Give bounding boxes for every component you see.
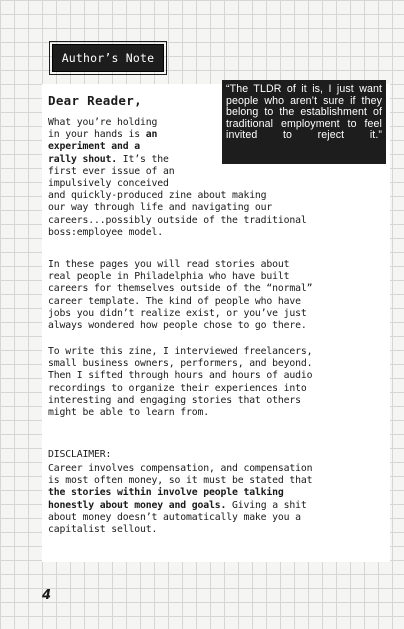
author-note-tag: Author’s Note bbox=[52, 44, 164, 72]
disclaimer-paragraph bbox=[48, 463, 312, 536]
line: Then I sifted through hours and hours of audio bbox=[48, 370, 313, 382]
line: about money doesn’t automatically make you a bbox=[48, 511, 301, 523]
line: career template. The kind of people who have bbox=[48, 295, 301, 307]
line: in your hands is bbox=[48, 129, 146, 141]
line: is most often money, so it must be stated that bbox=[48, 475, 313, 487]
emphasis: an bbox=[145, 129, 158, 141]
line: recordings to organize their experiences into bbox=[48, 382, 307, 394]
emphasis: rally shout. bbox=[48, 153, 117, 165]
line: interesting and engaging stories that others bbox=[48, 394, 301, 406]
line: our way through life and navigating our bbox=[48, 202, 273, 214]
line: small business owners, performers, and beyond. bbox=[48, 358, 313, 370]
line: In these pages you will read stories about bbox=[48, 259, 290, 270]
line: first ever issue of an bbox=[48, 165, 175, 177]
line: impulsively conceived bbox=[48, 178, 169, 190]
line: boss:employee model. bbox=[48, 226, 163, 238]
line: capitalist sellout. bbox=[48, 524, 158, 536]
disclaimer-label: DISCLAIMER: bbox=[48, 449, 112, 460]
line: To write this zine, I interviewed freelancers, bbox=[48, 346, 313, 357]
line: jobs you didn’t realize exist, or you’ve just bbox=[48, 307, 307, 319]
line: always wondered how people chose to go there. bbox=[48, 320, 307, 332]
line: and quickly-produced zine about making bbox=[48, 190, 267, 202]
line: It’s the bbox=[116, 153, 169, 165]
stories-paragraph bbox=[48, 259, 312, 332]
line: What you’re holding bbox=[48, 117, 158, 128]
emphasis: experiment and a bbox=[48, 141, 140, 153]
line: Career involves compensation, and compensation bbox=[48, 463, 313, 474]
line: real people in Philadelphia who have built bbox=[48, 271, 290, 283]
emphasis: the stories within involve people talking bbox=[48, 487, 284, 499]
line: might be able to learn from. bbox=[48, 407, 209, 419]
emphasis: honestly about money and goals. bbox=[48, 499, 227, 511]
page-number: 4 bbox=[42, 588, 52, 603]
pull-quote: “The TLDR of it is, I just want people who aren’t sure if they belong to the establishment of traditional employment to feel invited to reject it.” bbox=[222, 80, 386, 164]
line: Giving a shit bbox=[226, 499, 307, 511]
greeting-heading: Dear Reader, bbox=[48, 93, 142, 108]
intro-paragraph bbox=[48, 117, 307, 239]
line: careers...possibly outside of the traditional bbox=[48, 214, 307, 226]
line: careers for themselves outside of the “normal” bbox=[48, 283, 313, 295]
method-paragraph bbox=[48, 346, 312, 419]
